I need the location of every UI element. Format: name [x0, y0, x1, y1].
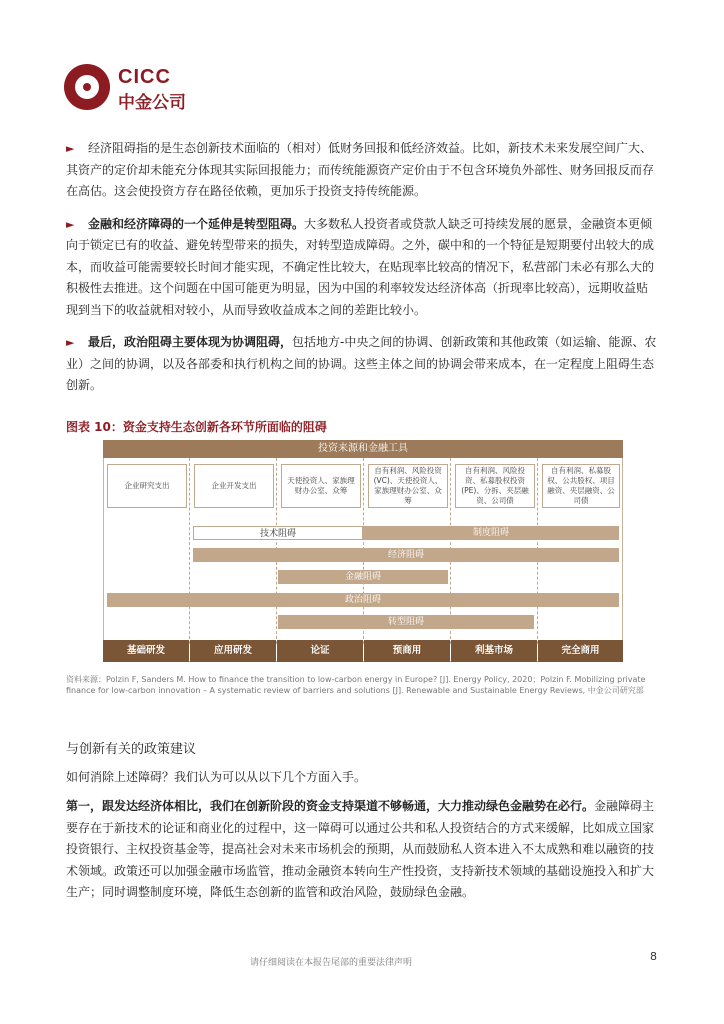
page-number: 8: [650, 950, 657, 963]
paragraph-first: 第一，跟发达经济体相比，我们在创新阶段的资金支持渠道不够畅通，大力推动绿色金融势在必行。金融障碍主要存在于新技术的论证和商业化的过程中，这一障碍可以通过公共和私人投资结合的方式来缓解，比如成立国家投资银行、主权投资基金等，提高社会对未来市场机会的预期，从而鼓励私人资本进入不太成熟和难以融资的技术领域。政策还可以加强金融市场监管，推动金融资本转向生产性投资，支持新技术领域的基础设施投入和扩大生产；同时调整制度环境，降低生态创新的监管和政治风险，鼓励绿色金融。: [66, 799, 655, 899]
barrier-bar-tech: 技术阻碍: [193, 526, 363, 540]
bullet-1: ► 经济阻碍指的是生态创新技术面临的（相对）低财务回报和低经济效益。比如，新技术未来发展空间广大、其资产的定价却未能充分体现其实际回报能力；而传统能源资产定价由于不包含环境负外部性、财务回报反而存在高估。这会使投资方存在路径依赖，更加乐于投资支持传统能源。: [66, 138, 658, 203]
stage-label: 应用研发: [190, 640, 276, 662]
source-cell: 天使投资人、家族理财办公室、众筹: [281, 464, 361, 508]
cicc-logo: [64, 64, 204, 114]
source-cell: 企业研究支出: [107, 464, 187, 508]
barrier-bar-political: 政治阻碍: [107, 593, 619, 607]
stage-label: 论证: [277, 640, 363, 662]
barrier-bar-economic: 经济阻碍: [193, 548, 619, 562]
barrier-bar-finance: 金融阻碍: [278, 570, 448, 584]
col-divider: [189, 458, 190, 644]
stage-label: 预商用: [364, 640, 450, 662]
logo-cn: 中金公司: [118, 93, 186, 113]
bullet-arrow-icon: ►: [66, 217, 75, 231]
logo-mark-icon: [64, 64, 110, 110]
figure-title: 图表 10：资金支持生态创新各环节所面临的阻碍: [66, 420, 327, 434]
stage-label: 利基市场: [451, 640, 537, 662]
barrier-bar-transition: 转型阻碍: [278, 615, 534, 629]
source-cell: 自有利润、风险投资、私募股权投资(PE)、分拆、夹层融资、公司债: [455, 464, 535, 508]
source-cell: 企业开发支出: [194, 464, 274, 508]
bullet-3: ► 最后，政治阻碍主要体现为协调阻碍，包括地方-中央之间的协调、创新政策和其他政策（如运输、能源、农业）之间的协调，以及各部委和执行机构之间的协调。这些主体之间的协调会带来成本，在一定程度上阻碍生态创新。: [66, 332, 658, 397]
body-text: [66, 138, 658, 408]
source-note: 资料来源：Polzin F, Sanders M. How to finance the transition to low-carbon energy in Europe? [J]. Energy Policy, 2020；Polzin F. Mobilizing private finance for low-carbon innovation – A systematic review of barriers and solutions [J]. Renewable and Sustainable Energy Reviews, 中金公司研究部: [66, 675, 646, 695]
bullet-2: ► 金融和经济障碍的一个延伸是转型阻碍。大多数私人投资者或贷款人缺乏可持续发展的愿景，金融资本更倾向于锁定已有的收益、避免转型带来的损失，对转型造成障碍。之外，碳中和的一个特征是短期要付出较大的成本，而收益可能需要较长时间才能实现，不确定性比较大，在贴现率比较高的情况下，私营部门未必有那么大的积极性去推进。这个问题在中国可能更为明显，因为中国的利率较发达经济体高（折现率比较高），远期收益贴现到当下的收益就相对较小，从而导致收益成本之间的差距比较小。: [66, 214, 658, 322]
barrier-bar-institution: 制度阻碍: [363, 526, 619, 540]
source-cell: 自有利润、私募股权、公共股权、项目融资、夹层融资、公司债: [542, 464, 620, 508]
paragraph-intro: 如何消除上述障碍？我们认为可以从以下几个方面入手。: [66, 770, 367, 784]
figure-diagram: [103, 440, 623, 662]
bullet-arrow-icon: ►: [66, 142, 75, 155]
footer-disclaimer[interactable]: 请仔细阅读在本报告尾部的重要法律声明: [250, 958, 413, 968]
section-title: 与创新有关的政策建议: [66, 742, 197, 757]
figure-header: 投资来源和金融工具: [103, 440, 623, 458]
source-cell: 自有利润、风险投资(VC)、天使投资人、家族理财办公室、众筹: [368, 464, 448, 508]
bullet-arrow-icon: ►: [66, 336, 75, 349]
stage-label: 完全商用: [538, 640, 623, 662]
stage-label: 基础研发: [103, 640, 189, 662]
logo-en: CICC: [118, 66, 171, 88]
